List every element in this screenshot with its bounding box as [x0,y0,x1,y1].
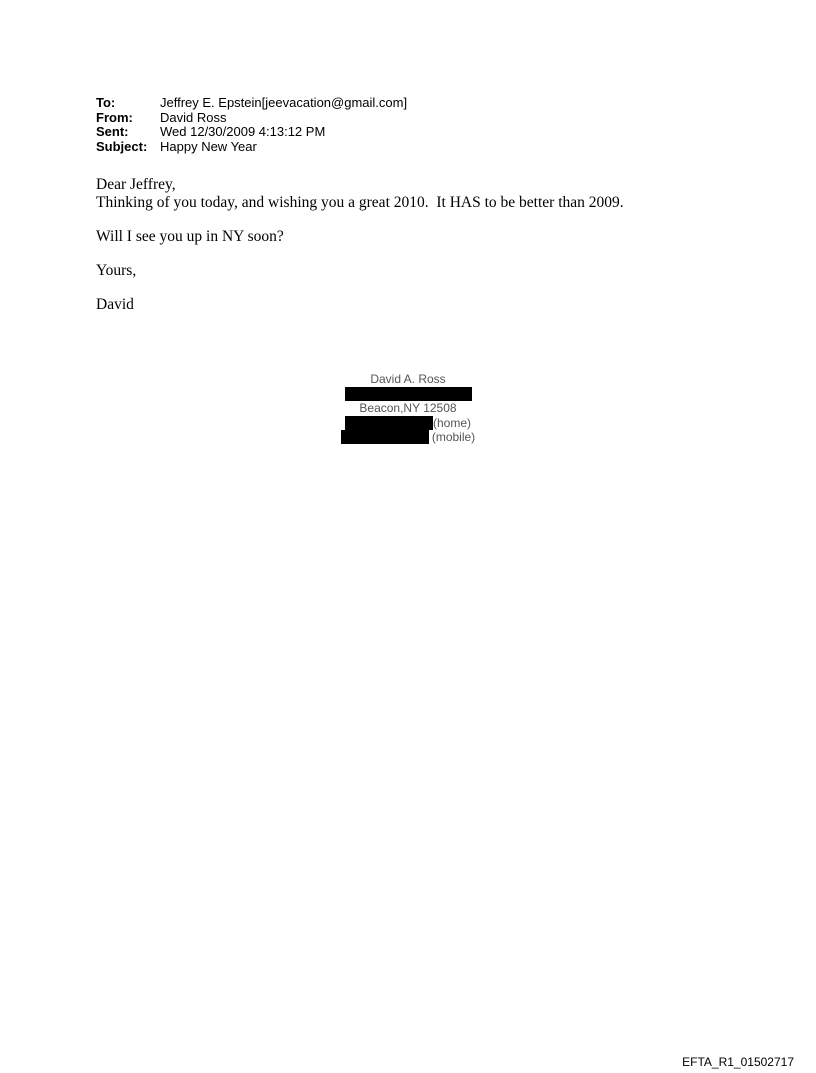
body-line-2: Will I see you up in NY soon? [96,228,284,245]
home-phone-label: (home) [432,415,471,430]
redaction-bar [345,416,433,430]
header-from-row [96,111,407,126]
redaction-bar [341,430,429,444]
signature-home-phone [0,416,816,431]
signature-address-line [0,387,816,402]
header-sent-value: Wed 12/30/2009 4:13:12 PM [160,124,326,139]
email-body [96,176,736,330]
signature-block [0,372,816,445]
header-subject-value: Happy New Year [160,138,257,154]
body-closing: Yours, [96,262,137,279]
body-sign-off: David [96,296,134,313]
redaction-bar [345,387,472,401]
document-id: EFTA_R1_01502717 [682,1055,794,1069]
header-from-value: David Ross [160,109,227,125]
signature-mobile-phone [0,430,816,445]
signature-city-line: Beacon,NY 12508 [359,401,457,415]
header-from-label: From: [96,109,133,125]
header-to-label: To: [96,95,116,110]
signature-name: David A. Ross [370,372,446,386]
header-subject-label: Subject: [96,138,148,154]
header-to-row [96,96,407,111]
body-line-1: Thinking of you today, and wishing you a great 2010. It HAS to be better than 2009. [96,194,624,211]
mobile-phone-label: (mobile) [431,430,476,444]
header-to-value: Jeffrey E. Epstein[jeevacation@gmail.com] [160,95,408,110]
header-sent-row [96,125,407,140]
email-header [96,96,407,154]
body-greeting: Dear Jeffrey, [96,176,176,193]
header-sent-label: Sent: [96,124,129,139]
header-subject-row [96,140,407,155]
